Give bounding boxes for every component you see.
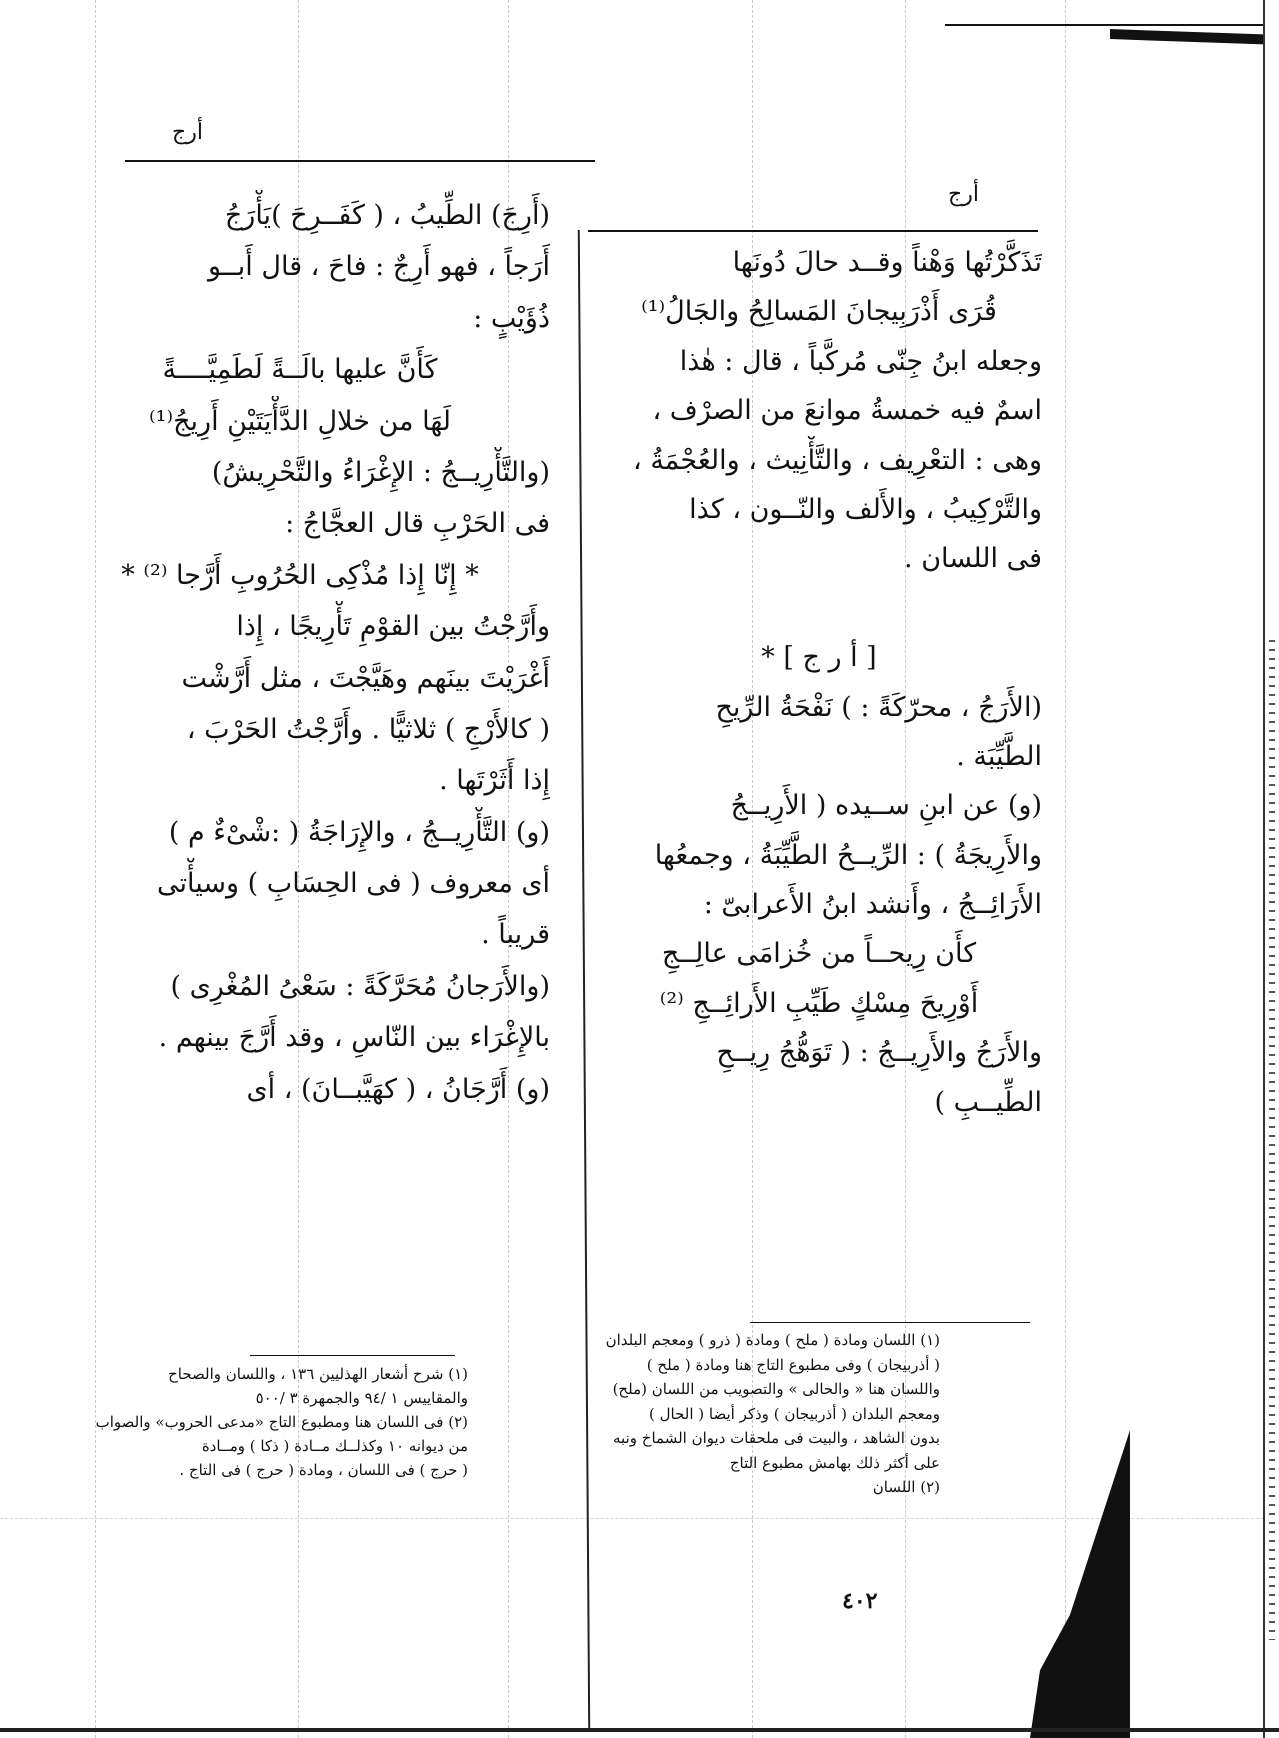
text-line: (الأَرَجُ ، محرّكَةً : ) نَفْحَةُ الرِّيحِ (715, 691, 1042, 723)
footnote-line: (١) شرح أشعار الهذليين ١٣٦ ، واللسان والصحاح (168, 1365, 468, 1383)
text-line: أَرَجاً ، فهو أَرِجٌ : فاحَ ، قال أَبــو (207, 251, 550, 283)
verse-line: * إِنّا إِذا مُذْكِى الحُرُوبِ أَرَّجا ⁽²⁾ * (121, 559, 479, 591)
right-column (596, 238, 1042, 1127)
footnote-line: من ديوانه ١٠ وكذلــك مــادة ( ذكا ) ومــادة (201, 1437, 468, 1455)
scan-edge-ticks (1269, 640, 1275, 1640)
text-line: الطِّيــبِ ) (934, 1086, 1042, 1118)
footnotes-right (520, 1328, 940, 1500)
text-line: والأَرَجُ والأَرِيــجُ : ( تَوَهُّجُ رِيــحِ (716, 1037, 1042, 1069)
scan-edge-line (945, 24, 1275, 26)
text-line: (والأَرَجانُ مُحَرَّكَةً : سَعْىُ المُغْرِى ) (170, 970, 550, 1002)
text-line: (أَرِجَ) الطِّيبُ ، ( كَفَــرِحَ )يَأْرَجُ (224, 200, 550, 231)
text-line: إِذا أَثَرْتَها . (439, 765, 550, 797)
text-line: (و) أَرَّجَانُ ، ( كهَيَّبــانَ) ، أى (246, 1073, 550, 1105)
text-line: (و) التَّأْرِيــجُ ، والإِرَاجَةُ ( :شْىْءٌ م ) (168, 816, 550, 848)
footnote-line: واللسان هنا « والحالى » والتصويب من اللسان (ملح) (612, 1380, 940, 1398)
verse-line: لَهَا من خلالِ الدَّأْيَتَيْنِ أَرِيجُ⁽¹⁾ (148, 405, 451, 437)
running-head-right: أرج (948, 182, 979, 207)
scan-crease (0, 1518, 1279, 1519)
footnote-line: (٢) اللسان (872, 1478, 940, 1496)
text-line: ( كالأَرْجِ ) ثلاثيًّا . وأَرَّجْتُ الحَرْبَ ، (186, 713, 550, 745)
text-line: قريباً . (481, 919, 550, 951)
scan-edge-mark (1110, 29, 1279, 45)
text-line: أَغْرَيْتَ بينَهم وهَيَّجْتَ ، مثل أَرَّشْت (181, 662, 550, 694)
footnote-rule-left (250, 1355, 455, 1356)
text-line: والأَرِيجَةُ ) : الرِّيــحُ الطَّيِّبَةُ ، وجمعُها (654, 839, 1042, 871)
footnote-line: ( أذربيجان ) وفى مطبوع التاج هنا ومادة ( ملح ) (646, 1355, 940, 1374)
footnote-line: ومعجم البلدان ( أذربيجان ) وذكر أيضا ( الحال ) (649, 1404, 940, 1423)
verse-line: تَذَكَّرْتُها وَهْناً وقــد حالَ دُونَها (732, 247, 1042, 278)
text-line: الطَّيِّبَة . (956, 740, 1042, 772)
footnote-line: (١) اللسان ومادة ( ملح ) ومادة ( ذرو ) ومعجم البلدان (605, 1331, 940, 1349)
text-line: بالإِغْرَاء بين النّاسِ ، وقد أَرَّجَ بينهم . (158, 1022, 550, 1054)
page-number: ٤٠٢ (842, 1588, 878, 1614)
scan-crease (1065, 0, 1066, 1738)
verse-line: كَأَنَّ عليها بالَــةً لَطَمِيَّــــةً (162, 354, 438, 386)
footnote-line: ( حرج ) فى اللسان ، ومادة ( حرج ) فى التاج . (179, 1461, 468, 1479)
entry-heading: [ أ ر ج ] * (761, 642, 877, 674)
text-line: ذُؤَيْبٍ : (473, 302, 550, 334)
left-column (50, 190, 550, 1115)
blank-line (596, 584, 1042, 633)
text-line: والتَّرْكِيبُ ، والأَلف والنّــون ، كذا (689, 493, 1042, 525)
footnote-line: (٢) فى اللسان هنا ومطبوع التاج «مدعى الحروب» والصواب (95, 1413, 468, 1431)
text-line: وأَرَّجْتُ بين القوْمِ تَأْرِيجًا ، إِذا (236, 611, 550, 643)
text-line: فى الحَرْبِ قال العجَّاجُ : (285, 508, 550, 540)
text-line: الأَرَائِــجُ ، وأَنشد ابنُ الأَعرابىّ : (703, 889, 1042, 921)
header-rule-left (125, 160, 595, 162)
text-line: أى معروف ( فى الحِسَابِ ) وسيأْتى (157, 868, 550, 900)
verse-line: قُرَى أَذْرَبِيجانَ المَسالِحُ والجَالُ⁽¹⁾ (641, 296, 997, 328)
text-line: (والتَّأْرِيــجُ : الإِغْرَاءُ والتَّحْرِيشُ) (211, 456, 550, 488)
verse-line: كأَن رِيحــاً من خُزامَى عالِــجِ (661, 938, 977, 970)
text-line: فى اللسان . (904, 543, 1042, 575)
footnote-line: على أكثر ذلك بهامش مطبوع التاج (729, 1453, 940, 1472)
footnote-rule-right (750, 1322, 1030, 1323)
verse-line: أَوْرِيحَ مِسْكٍ طَيِّبِ الأَرائِــجِ ⁽²⁾ (659, 987, 979, 1019)
text-line: وجعله ابنُ جِنّى مُركَّباً ، قال : هٰذا (679, 345, 1042, 377)
footnotes-left (28, 1362, 468, 1482)
text-line: وهى : التعْرِيف ، والتَّأْنِيث ، والعُجْمَةُ ، (633, 444, 1042, 476)
column-divider (578, 230, 590, 1730)
footnote-line: بدون الشاهد ، والبيت فى ملحقات ديوان الشماخ ونبه (613, 1429, 940, 1447)
running-head-left: أرج (172, 120, 203, 145)
text-line: (و) عن ابنِ ســيده ( الأَرِيــجُ (730, 790, 1042, 822)
text-line: اسمٌ فيه خمسةُ موانعَ من الصرْف ، (652, 395, 1042, 427)
footnote-line: والمقاييس ١ /٩٤ والجمهرة ٣ /٥٠٠ (255, 1389, 468, 1407)
scan-shadow-blot (1030, 1430, 1130, 1738)
header-rule-right (588, 230, 1038, 232)
scan-bottom-edge (0, 1728, 1279, 1732)
